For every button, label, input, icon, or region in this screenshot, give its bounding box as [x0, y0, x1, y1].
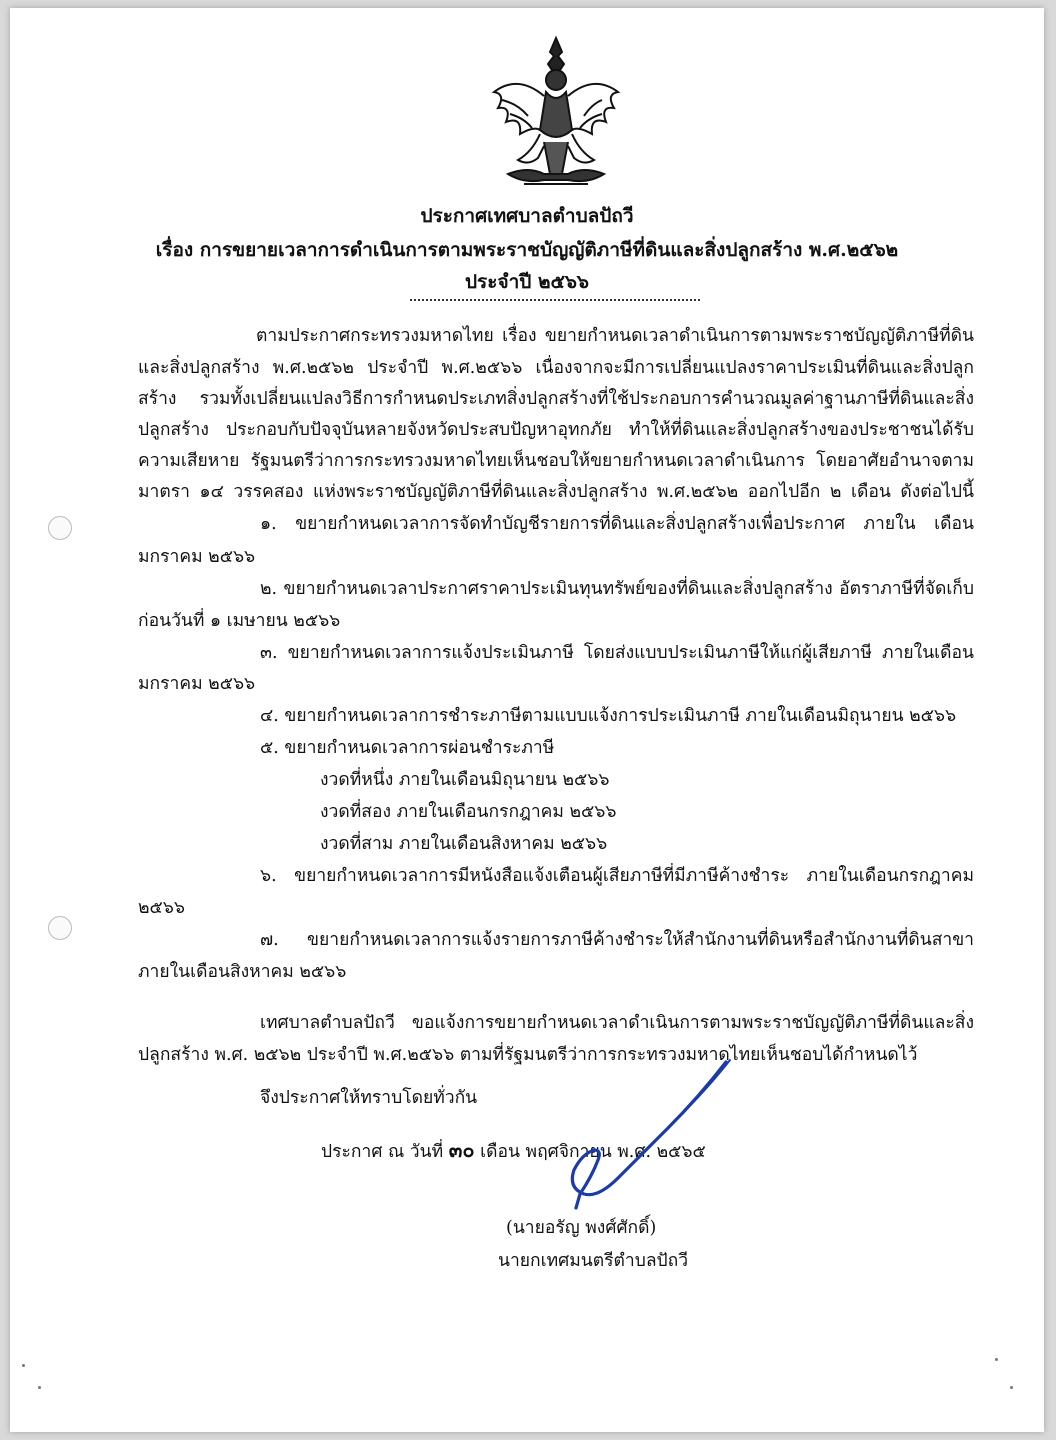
intro-line: ความเสียหาย รัฐมนตรีว่าการกระทรวงมหาดไทยเห็นชอบให้ขยายกำหนดเวลาดำเนินการ โดยอาศัยอำนาจตาม	[138, 451, 974, 471]
intro-line: มาตรา ๑๔ วรรคสอง แห่งพระราชบัญญัติภาษีที่ดินและสิ่งปลูกสร้าง พ.ศ.๒๕๖๒ ออกไปอีก ๒ เดือน ดังต่อไปนี้	[138, 482, 974, 502]
punch-hole	[48, 516, 72, 540]
punch-hole	[48, 916, 72, 940]
date-suffix: เดือน พฤศจิกายน พ.ศ. ๒๕๖๕	[480, 1142, 706, 1162]
org-title: ประกาศเทศบาลตำบลปัถวี	[420, 205, 634, 227]
item-5: ๕. ขยายกำหนดเวลาการผ่อนชำระภาษี	[260, 738, 555, 758]
document-page	[10, 8, 1044, 1432]
closing-line: ปลูกสร้าง พ.ศ. ๒๕๖๒ ประจำปี พ.ศ.๒๕๖๖ ตามที่รัฐมนตรีว่าการกระทรวงมหาดไทยเห็นชอบได้กำหนดไว้	[138, 1045, 918, 1065]
scan-speck	[995, 1358, 998, 1361]
handwritten-signature	[558, 1058, 738, 1218]
item-3-cont: มกราคม ๒๕๖๖	[138, 674, 256, 694]
dotted-divider	[410, 299, 700, 301]
item-1-cont: มกราคม ๒๕๖๖	[138, 547, 256, 567]
garuda-emblem	[488, 34, 624, 194]
intro-line: สร้าง รวมทั้งเปลี่ยนแปลงวิธีการกำหนดประเภทสิ่งปลูกสร้างที่ใช้ประกอบการคำนวณมูลค่าฐานภาษีที่ดินและสิ่ง	[138, 389, 974, 409]
year-title: ประจำปี ๒๕๖๖	[465, 271, 589, 293]
item-3: ๓. ขยายกำหนดเวลาการแจ้งประเมินภาษี โดยส่งแบบประเมินภาษีให้แก่ผู้เสียภาษี ภายในเดือน	[260, 643, 974, 663]
item-7: ๗. ขยายกำหนดเวลาการแจ้งรายการภาษีค้างชำระให้สำนักงานที่ดินหรือสำนักงานที่ดินสาขา	[260, 930, 974, 950]
item-4: ๔. ขยายกำหนดเวลาการชำระภาษีตามแบบแจ้งการประเมินภาษี ภายในเดือนมิถุนายน ๒๕๖๖	[260, 706, 957, 726]
subject-title: เรื่อง การขยายเวลาการดำเนินการตามพระราชบัญญัติภาษีที่ดินและสิ่งปลูกสร้าง พ.ศ.๒๕๖๒	[155, 239, 899, 261]
scan-speck	[22, 1364, 25, 1367]
date-prefix: ประกาศ ณ วันที่	[321, 1142, 444, 1162]
item-5-installment-1: งวดที่หนึ่ง ภายในเดือนมิถุนายน ๒๕๖๖	[320, 770, 610, 790]
signatory-position: นายกเทศมนตรีตำบลปัถวี	[498, 1251, 689, 1271]
item-2-cont: ก่อนวันที่ ๑ เมษายน ๒๕๖๖	[138, 611, 341, 631]
date-day: ๓๐	[448, 1138, 475, 1162]
closing-line: เทศบาลตำบลปัถวี ขอแจ้งการขยายกำหนดเวลาดำเนินการตามพระราชบัญญัติภาษีที่ดินและสิ่ง	[260, 1013, 974, 1033]
item-1: ๑. ขยายกำหนดเวลาการจัดทำบัญชีรายการที่ดินและสิ่งปลูกสร้างเพื่อประกาศ ภายใน เดือน	[260, 514, 974, 534]
item-5-installment-3: งวดที่สาม ภายในเดือนสิงหาคม ๒๕๖๖	[320, 834, 608, 854]
item-7-cont: ภายในเดือนสิงหาคม ๒๕๖๖	[138, 962, 347, 982]
item-2: ๒. ขยายกำหนดเวลาประกาศราคาประเมินทุนทรัพย์ของที่ดินและสิ่งปลูกสร้าง อัตราภาษีที่จัดเก็บ	[260, 579, 974, 599]
announce-line: จึงประกาศให้ทราบโดยทั่วกัน	[260, 1088, 478, 1108]
item-6-cont: ๒๕๖๖	[138, 898, 185, 918]
intro-line: ตามประกาศกระทรวงมหาดไทย เรื่อง ขยายกำหนดเวลาดำเนินการตามพระราชบัญญัติภาษีที่ดิน	[256, 326, 974, 346]
scan-speck	[38, 1386, 41, 1389]
intro-line: และสิ่งปลูกสร้าง พ.ศ.๒๕๖๒ ประจำปี พ.ศ.๒๕๖๖ เนื่องจากจะมีการเปลี่ยนแปลงราคาประเมินที่ดินและสิ่งปลูก	[138, 358, 974, 378]
item-5-installment-2: งวดที่สอง ภายในเดือนกรกฎาคม ๒๕๖๖	[320, 802, 617, 822]
signatory-name: (นายอรัญ พงศ์ศักดิ์)	[506, 1218, 657, 1238]
intro-line: ปลูกสร้าง ประกอบกับปัจจุบันหลายจังหวัดประสบปัญหาอุทกภัย ทำให้ที่ดินและสิ่งปลูกสร้างของประชาชนได้รับ	[138, 420, 974, 440]
item-6: ๖. ขยายกำหนดเวลาการมีหนังสือแจ้งเตือนผู้เสียภาษีที่มีภาษีค้างชำระ ภายในเดือนกรกฎาคม	[260, 866, 974, 886]
scan-speck	[1010, 1386, 1013, 1389]
